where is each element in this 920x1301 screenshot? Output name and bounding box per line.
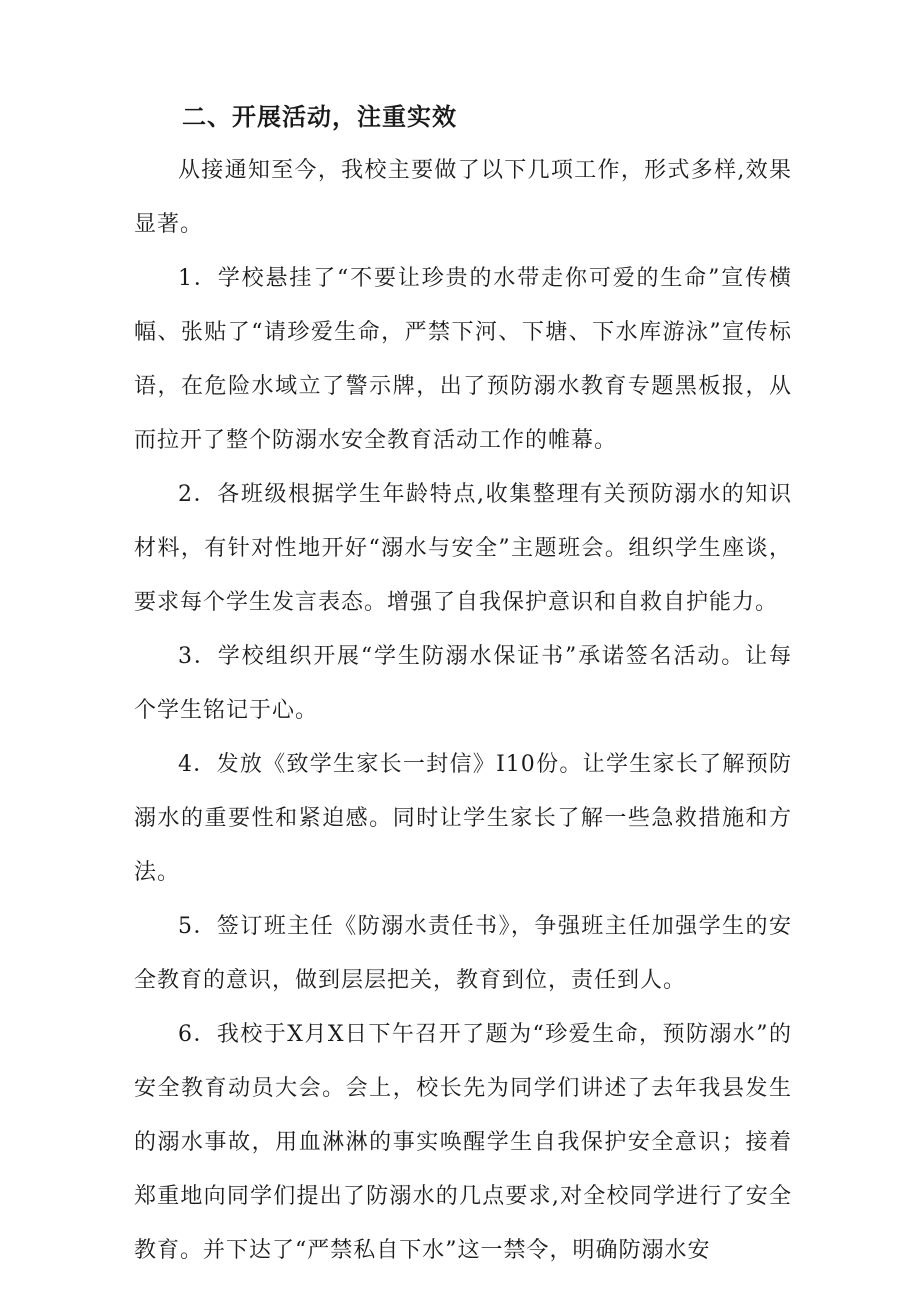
intro-paragraph: 从接通知至今，我校主要做了以下几项工作，形式多样,效果显著。 [134, 158, 792, 237]
item-5-paragraph: 5．签订班主任《防溺水责任书》，争强班主任加强学生的安全教育的意识，做到层层把关，教育到位，责任到人。 [134, 914, 792, 993]
item-3-paragraph: 3．学校组织开展“学生防溺水保证书”承诺签名活动。让每个学生铭记于心。 [134, 644, 792, 723]
item-6-paragraph: 6．我校于X月X日下午召开了题为“珍爱生命，预防溺水”的安全教育动员大会。会上，校长先为同学们讲述了去年我县发生的溺水事故，用血淋淋的事实唤醒学生自我保护安全意识；接着郑重地向同学们提出了防溺水的几点要求,对全校同学进行了安全教育。并下达了“严禁私自下水”这一禁令，明确防溺水安 [134, 1022, 792, 1263]
item-1-paragraph: 1．学校悬挂了“不要让珍贵的水带走你可爱的生命”宣传横幅、张贴了“请珍爱生命，严禁下河、下塘、下水库游泳”宣传标语，在危险水域立了警示牌，出了预防溺水教育专题黑板报，从而拉开了整个防溺水安全教育活动工作的帷幕。 [134, 266, 792, 453]
item-2-paragraph: 2．各班级根据学生年龄特点,收集整理有关预防溺水的知识材料，有针对性地开好“溺水与安全”主题班会。组织学生座谈，要求每个学生发言表态。增强了自我保护意识和自救自护能力。 [134, 482, 792, 615]
item-4-paragraph: 4．发放《致学生家长一封信》I10份。让学生家长了解预防溺水的重要性和紧迫感。同时让学生家长了解一些急救措施和方法。 [134, 752, 792, 885]
section-heading: 二、开展活动，注重实效 [182, 103, 457, 131]
document-body [134, 96, 792, 1278]
